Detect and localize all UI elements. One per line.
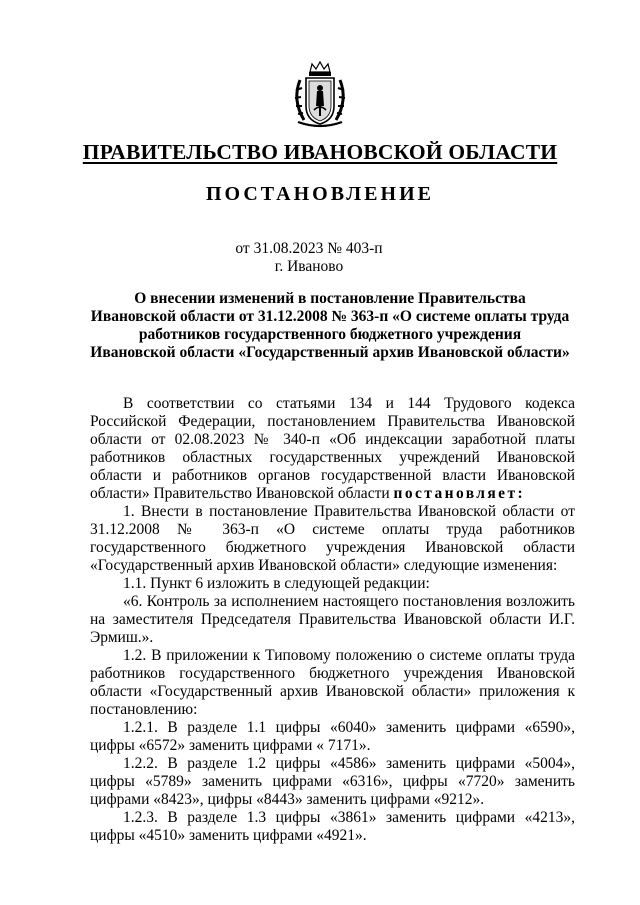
- paragraph-1: 1. Внести в постановление Правительства Ивановской области от 31.12.2008 № 363-п «О системе оплаты труда работников государственного бюджетного учреждения Ивановской области «Государственный архив Ивановской области» следующие изменения:: [90, 503, 575, 574]
- document-date-block: [0, 240, 618, 276]
- paragraph-1-2-2: 1.2.2. В разделе 1.2 цифры «4586» заменить цифрами «5004», цифры «5789» заменить цифрами «6316», цифры «7720» заменить цифрами «8423», цифры «8443» заменить цифрами «9212».: [90, 755, 575, 808]
- title-line: Ивановской области «Государственный архив Ивановской области»: [90, 344, 570, 361]
- date-number: от 31.08.2023 № 403-п: [235, 240, 383, 257]
- document-type: ПОСТАНОВЛЕНИЕ: [206, 183, 434, 205]
- decree-word: постановляет:: [393, 485, 526, 502]
- title-line: Ивановской области от 31.12.2008 № 363-п «О системе оплаты труда: [90, 308, 570, 325]
- document-title: [80, 290, 580, 362]
- coat-of-arms-icon: [290, 60, 350, 130]
- organization-name: ПРАВИТЕЛЬСТВО ИВАНОВСКОЙ ОБЛАСТИ: [82, 140, 558, 164]
- paragraph-1-2-1: 1.2.1. В разделе 1.1 цифры «6040» заменить цифрами «6590», цифры «6572» заменить цифрами « 7171».: [90, 719, 575, 754]
- paragraph-1-1-quote: «6. Контроль за исполнением настоящего постановления возложить на заместителя Председателя Правительства Ивановской области И.Г. Эрмиш.».: [90, 593, 575, 646]
- preamble-text: В соответствии со статьями 134 и 144 Трудового кодекса Российской Федерации, постановлением Правительства Ивановской области от 02.08.2023 № 340-п «Об индексации заработной платы работников областных государственных учреждений Ивановской области и работников органов государственной власти Ивановской области» Правительство Ивановской области: [90, 395, 575, 502]
- city: г. Иваново: [274, 258, 344, 275]
- title-line: О внесении изменений в постановление Правительства: [134, 290, 526, 307]
- paragraph-1-1: 1.1. Пункт 6 изложить в следующей редакции:: [123, 575, 430, 592]
- document-body: [90, 395, 575, 845]
- paragraph-1-2-3: 1.2.3. В разделе 1.3 цифры «3861» заменить цифрами «4213», цифры «4510» заменить цифрами «4921».: [90, 809, 575, 844]
- title-line: работников государственного бюджетного учреждения: [138, 326, 522, 343]
- paragraph-1-2: 1.2. В приложении к Типовому положению о системе оплаты труда работников государственного бюджетного учреждения Ивановской области «Государственный архив Ивановской области» приложения к постановлению:: [90, 647, 575, 718]
- preamble-paragraph: [90, 395, 575, 503]
